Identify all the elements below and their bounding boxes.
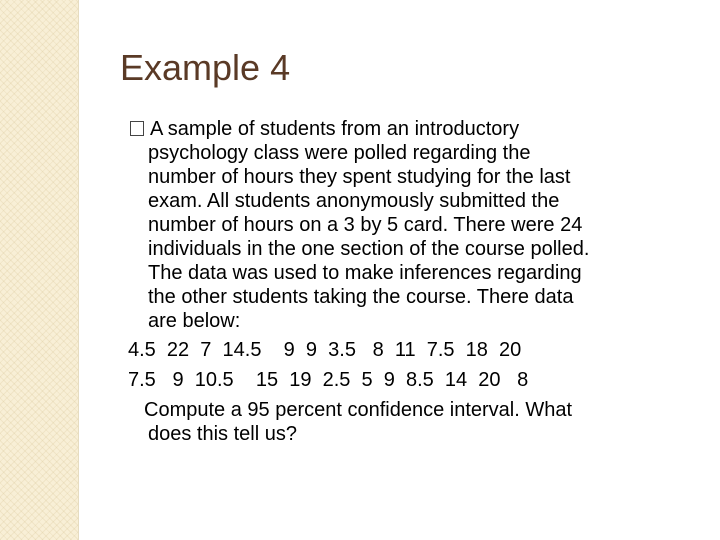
slide-title: Example 4 [120,47,291,88]
question-line-1: Compute a 95 percent confidence interval. What [144,399,573,421]
question-line-2: does this tell us? [148,423,297,445]
paragraph-line-8: the other students taking the course. There data [148,286,574,308]
data-row-1: 4.5 22 7 14.5 9 9 3.5 8 11 7.5 18 20 [128,339,522,361]
paragraph-line-4: exam. All students anonymously submitted the [148,190,560,212]
paragraph-line-3: number of hours they spent studying for the last [148,166,571,188]
data-row-2: 7.5 9 10.5 15 19 2.5 5 9 8.5 14 20 8 [128,369,529,391]
paragraph-line-6: individuals in the one section of the course polled. [148,238,590,260]
paragraph-line-7: The data was used to make inferences regarding [148,262,582,284]
paragraph-line-2: psychology class were polled regarding the [148,142,531,164]
paragraph-line-9: are below: [148,310,241,332]
square-bullet-icon [130,121,144,136]
paragraph-line-1: A sample of students from an introductory [150,118,520,140]
paragraph-line-5: number of hours on a 3 by 5 card. There were 24 [148,214,583,236]
